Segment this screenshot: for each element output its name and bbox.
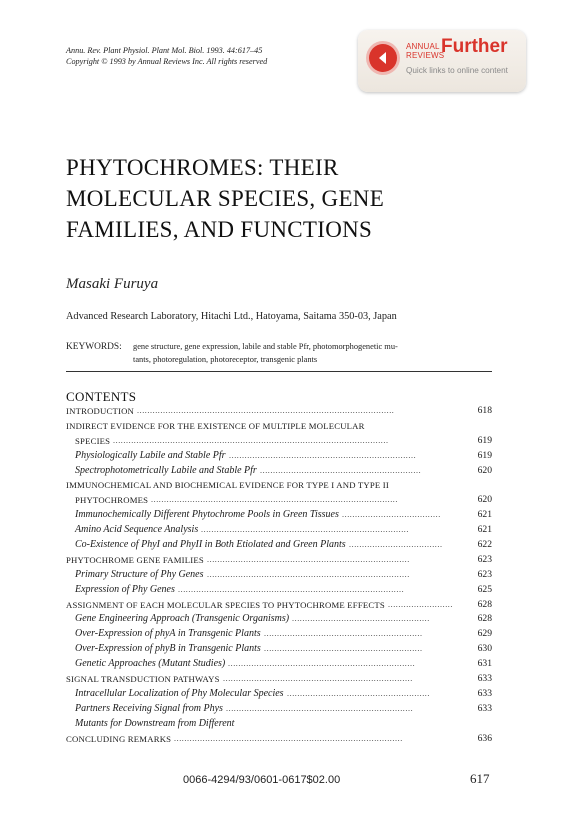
toc-entry[interactable] xyxy=(66,732,492,747)
toc-page-number: 625 xyxy=(477,583,492,595)
toc-entry[interactable] xyxy=(66,702,492,717)
toc-dot-leader: ........................................................................ xyxy=(228,659,416,669)
toc-entry[interactable] xyxy=(66,508,492,523)
toc-entry-title: Intracellular Localization of Phy Molecular Species xyxy=(75,687,284,699)
toc-entry-title: IMMUNOCHEMICAL AND BIOCHEMICAL EVIDENCE FOR TYPE I AND TYPE II xyxy=(66,480,389,491)
further-reviews-badge[interactable] xyxy=(358,30,526,92)
toc-dot-leader: ........................................................................ xyxy=(229,450,417,460)
toc-entry[interactable] xyxy=(66,419,492,434)
keywords-list xyxy=(133,341,491,366)
citation-line-1: Annu. Rev. Plant Physiol. Plant Mol. Biol. 1993. 44:617–45 xyxy=(66,46,263,55)
toc-entry[interactable] xyxy=(66,478,492,493)
toc-entry[interactable] xyxy=(66,493,492,508)
title-line-1: PHYTOCHROMES: THEIR xyxy=(66,155,339,180)
contents-heading: CONTENTS xyxy=(66,389,137,404)
toc-page-number: 628 xyxy=(477,598,492,610)
toc-dot-leader: ........................................................................................ xyxy=(174,733,403,743)
toc-entry-title: INTRODUCTION xyxy=(66,406,135,416)
article-title xyxy=(66,152,384,245)
author-name: Masaki Furuya xyxy=(66,276,159,292)
toc-entry-title: Over-Expression of phyB in Transgenic Plants xyxy=(75,643,261,655)
toc-entry-title: PHYTOCHROME GENE FAMILIES xyxy=(66,554,204,565)
toc-dot-leader: ............................................................. xyxy=(264,629,423,639)
toc-page-number: 621 xyxy=(477,509,492,521)
toc-entry[interactable] xyxy=(66,434,492,449)
toc-page-number: 618 xyxy=(477,405,492,416)
toc-entry-title: CONCLUDING REMARKS xyxy=(66,733,172,744)
toc-dot-leader: ....................................................... xyxy=(287,688,430,698)
toc-entry[interactable] xyxy=(66,404,492,419)
badge-further-text: Further xyxy=(441,36,508,57)
toc-dot-leader: ............................................................. xyxy=(264,644,423,654)
keywords-label: KEYWORDS: xyxy=(66,342,122,352)
toc-dot-leader: .............................................................................. xyxy=(207,569,410,579)
toc-entry[interactable] xyxy=(66,449,492,464)
title-line-2: MOLECULAR SPECIES, GENE xyxy=(66,186,385,211)
toc-entry-title: Physiologically Labile and Stable Pfr xyxy=(75,449,226,461)
keywords-line-1: gene structure, gene expression, labile and stable Pfr, photomorphogenetic mu- xyxy=(133,342,398,351)
title-line-3: FAMILIES, AND FUNCTIONS xyxy=(66,217,373,242)
toc-dot-leader: ................................................................................ xyxy=(201,525,409,535)
toc-entry[interactable] xyxy=(66,717,492,732)
table-of-contents xyxy=(66,404,492,746)
toc-page-number: 619 xyxy=(477,434,492,446)
toc-entry-title: Gene Engineering Approach (Transgenic Organisms) xyxy=(75,613,290,625)
toc-entry-title: Immunochemically Different Phytochrome Pools in Green Tissues xyxy=(75,509,339,521)
toc-dot-leader: ................................................................................................... xyxy=(137,406,395,415)
toc-entry-title: SPECIES xyxy=(75,435,111,446)
author-affiliation: Advanced Research Laboratory, Hitachi Ltd., Hatoyama, Saitama 350-03, Japan xyxy=(66,311,397,322)
toc-page-number: 633 xyxy=(477,673,492,685)
header-divider xyxy=(66,371,492,372)
badge-annual-reviews-label xyxy=(406,42,444,60)
toc-dot-leader: .......................................................................................................... xyxy=(113,435,389,445)
toc-page-number: 630 xyxy=(477,643,492,655)
toc-page-number: 622 xyxy=(477,539,492,551)
toc-page-number: 620 xyxy=(477,464,492,476)
toc-page-number: 623 xyxy=(477,553,492,565)
toc-dot-leader: ..................................................... xyxy=(292,614,430,624)
toc-dot-leader: .............................................................. xyxy=(260,465,422,475)
toc-entry[interactable] xyxy=(66,538,492,553)
toc-entry-title: INDIRECT EVIDENCE FOR THE EXISTENCE OF MULTIPLE MOLECULAR xyxy=(66,420,365,431)
toc-entry[interactable] xyxy=(66,642,492,657)
toc-entry[interactable] xyxy=(66,687,492,702)
toc-entry-title: Expression of Phy Genes xyxy=(75,583,175,595)
toc-entry[interactable] xyxy=(66,568,492,583)
toc-entry[interactable] xyxy=(66,583,492,598)
article-code: 0066-4294/93/0601-0617$02.00 xyxy=(183,774,341,786)
badge-annual-text: ANNUAL xyxy=(406,42,440,51)
toc-page-number: 631 xyxy=(477,658,492,670)
toc-dot-leader: ............................................................................................... xyxy=(151,495,398,505)
toc-dot-leader: ........................................................................ xyxy=(226,703,414,713)
toc-page-number: 636 xyxy=(477,732,492,744)
journal-citation xyxy=(66,45,267,67)
toc-dot-leader: ....................................................................................... xyxy=(178,584,405,594)
toc-entry-title: Mutants for Downstream from Different xyxy=(75,717,235,729)
toc-dot-leader: .............................................................................. xyxy=(207,554,410,564)
toc-dot-leader: ......................... xyxy=(388,599,453,609)
toc-entry[interactable] xyxy=(66,464,492,479)
citation-line-2: Copyright © 1993 by Annual Reviews Inc. All rights reserved xyxy=(66,57,268,66)
badge-reviews-text: REVIEWS xyxy=(406,51,445,60)
toc-entry-title: Genetic Approaches (Mutant Studies) xyxy=(75,658,226,670)
page-number: 617 xyxy=(470,771,490,786)
toc-entry[interactable] xyxy=(66,627,492,642)
toc-page-number: 633 xyxy=(477,702,492,714)
play-arrow-icon xyxy=(369,44,397,72)
toc-entry[interactable] xyxy=(66,657,492,672)
toc-entry[interactable] xyxy=(66,612,492,627)
toc-page-number: 628 xyxy=(477,613,492,625)
toc-page-number: 619 xyxy=(477,449,492,461)
toc-entry[interactable] xyxy=(66,672,492,687)
toc-entry-title: Spectrophotometrically Labile and Stable Pfr xyxy=(75,464,257,476)
badge-quick-links-text: Quick links to online content xyxy=(406,66,508,75)
toc-page-number: 629 xyxy=(477,628,492,640)
keywords-line-2: tants, photoregulation, photoreceptor, transgenic plants xyxy=(133,354,318,364)
toc-dot-leader: .................................... xyxy=(349,540,443,550)
toc-entry-title: Primary Structure of Phy Genes xyxy=(75,568,204,580)
toc-dot-leader: ......................................................................... xyxy=(223,674,413,684)
toc-dot-leader: ...................................... xyxy=(342,510,441,520)
toc-entry-title: Partners Receiving Signal from Phys xyxy=(75,702,223,714)
toc-entry-title: SIGNAL TRANSDUCTION PATHWAYS xyxy=(66,674,220,685)
toc-entry-title: ASSIGNMENT OF EACH MOLECULAR SPECIES TO PHYTOCHROME EFFECTS xyxy=(66,599,385,610)
toc-entry-title: Amino Acid Sequence Analysis xyxy=(75,524,199,536)
toc-page-number: 621 xyxy=(477,524,492,536)
toc-entry[interactable] xyxy=(66,598,492,613)
toc-page-number: 620 xyxy=(477,494,492,506)
toc-entry[interactable] xyxy=(66,523,492,538)
toc-entry-title: Over-Expression of phyA in Transgenic Plants xyxy=(75,628,261,640)
toc-page-number: 633 xyxy=(477,687,492,699)
toc-entry-title: PHYTOCHROMES xyxy=(75,495,149,506)
toc-entry-title: Co-Existence of PhyI and PhyII in Both Etiolated and Green Plants xyxy=(75,539,346,551)
toc-page-number: 623 xyxy=(477,568,492,580)
toc-entry[interactable] xyxy=(66,553,492,568)
